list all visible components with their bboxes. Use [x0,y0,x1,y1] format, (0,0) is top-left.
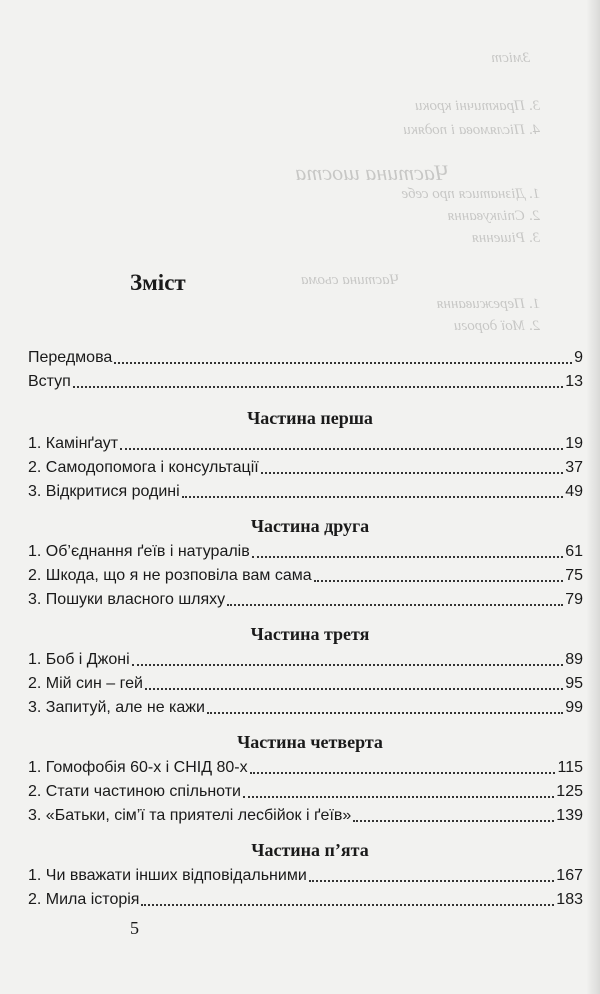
part-heading: Частина п’ята [251,840,369,860]
dot-leader [145,688,563,690]
toc-entry-preface[interactable] [28,344,583,368]
dot-leader [73,386,563,388]
toc-entry[interactable] [28,430,583,454]
dot-leader [353,820,554,822]
page-number: 5 [130,918,139,938]
dot-leader [243,796,554,798]
toc-entry-label: 2. Самодопомога і консультації [28,459,259,476]
part-heading: Частина друга [250,516,370,536]
toc-entry-page: 9 [574,349,583,366]
dot-leader [252,556,563,558]
toc-entry[interactable] [28,478,583,502]
part-heading: Частина третя [250,624,370,644]
toc-entry-label: 1. Гомофобія 60-х і СНІД 80-х [28,759,248,776]
dot-leader [207,712,563,714]
toc-entry-page: 89 [565,651,583,668]
toc-entry[interactable] [28,778,583,802]
toc-entry-page: 99 [565,699,583,716]
toc-entry[interactable] [28,586,583,610]
toc-entry[interactable] [28,670,583,694]
toc-entry-label: Передмова [28,349,113,366]
toc-entry-page: 115 [557,759,583,776]
dot-leader [120,448,563,450]
toc-entry-page: 183 [556,891,583,908]
toc-entry-page: 125 [556,783,583,800]
dot-leader [132,664,564,666]
toc-entry-label: 1. Боб і Джоні [28,651,130,668]
toc-entry-page: 79 [565,591,583,608]
toc-entry-label: 1. Камінґаут [28,435,119,452]
toc-entry-label: 1. Об’єднання ґеїв і натуралів [28,543,250,560]
dot-leader [227,604,563,606]
toc-entry[interactable] [28,862,583,886]
toc-entry-label: 2. Мила історія [28,891,140,908]
toc-entry-label: 2. Мій син – гей [28,675,143,692]
toc-entry-label: 3. Пошуки власного шляху [28,591,226,608]
dot-leader [309,880,555,882]
toc-entry[interactable] [28,646,583,670]
toc-entry-page: 19 [565,435,583,452]
toc-entry-label: Вступ [28,373,71,390]
toc-entry-label: 3. Запитуй, але не кажи [28,699,205,716]
toc-entry-page: 61 [565,543,583,560]
dot-leader [261,472,564,474]
toc-entry-label: 2. Шкода, що я не розповіла вам сама [28,567,312,584]
toc-entry-page: 95 [565,675,583,692]
dot-leader [114,362,572,364]
toc-entry-introduction[interactable] [28,368,583,392]
toc-entry[interactable] [28,562,583,586]
toc-entry[interactable] [28,754,583,778]
dot-leader [141,904,554,906]
dot-leader [182,496,564,498]
toc-entry[interactable] [28,454,583,478]
toc-entry-label: 3. Відкритися родині [28,483,180,500]
reverse-page-bleed-through: Зміст 3. Практичні кроки 4. Післямова і подяки Частина шоста 1. Дізнатися про себе 2. Спілкування 3. Рішення Частина сьома 1. Переживання 2. Мої дороги [295,50,540,334]
toc-entry-page: 139 [556,807,583,824]
toc-entry-page: 75 [565,567,583,584]
dot-leader [314,580,564,582]
dot-leader [250,772,556,774]
toc-entry-page: 167 [556,867,583,884]
part-heading: Частина перша [247,408,373,428]
page-title: Зміст [130,270,186,295]
toc-entry[interactable] [28,886,583,910]
toc-entry-page: 13 [565,373,583,390]
toc-entry-page: 49 [565,483,583,500]
toc-entry[interactable] [28,802,583,826]
toc-entry[interactable] [28,538,583,562]
toc-entry[interactable] [28,694,583,718]
toc-entry-label: 2. Стати частиною спільноти [28,783,241,800]
part-heading: Частина четверта [237,732,383,752]
toc-entry-label: 1. Чи вважати інших відповідальними [28,867,307,884]
toc-entry-page: 37 [565,459,583,476]
toc-entry-label: 3. «Батьки, сім’ї та приятелі лесбійок і ґеїв» [28,807,352,824]
